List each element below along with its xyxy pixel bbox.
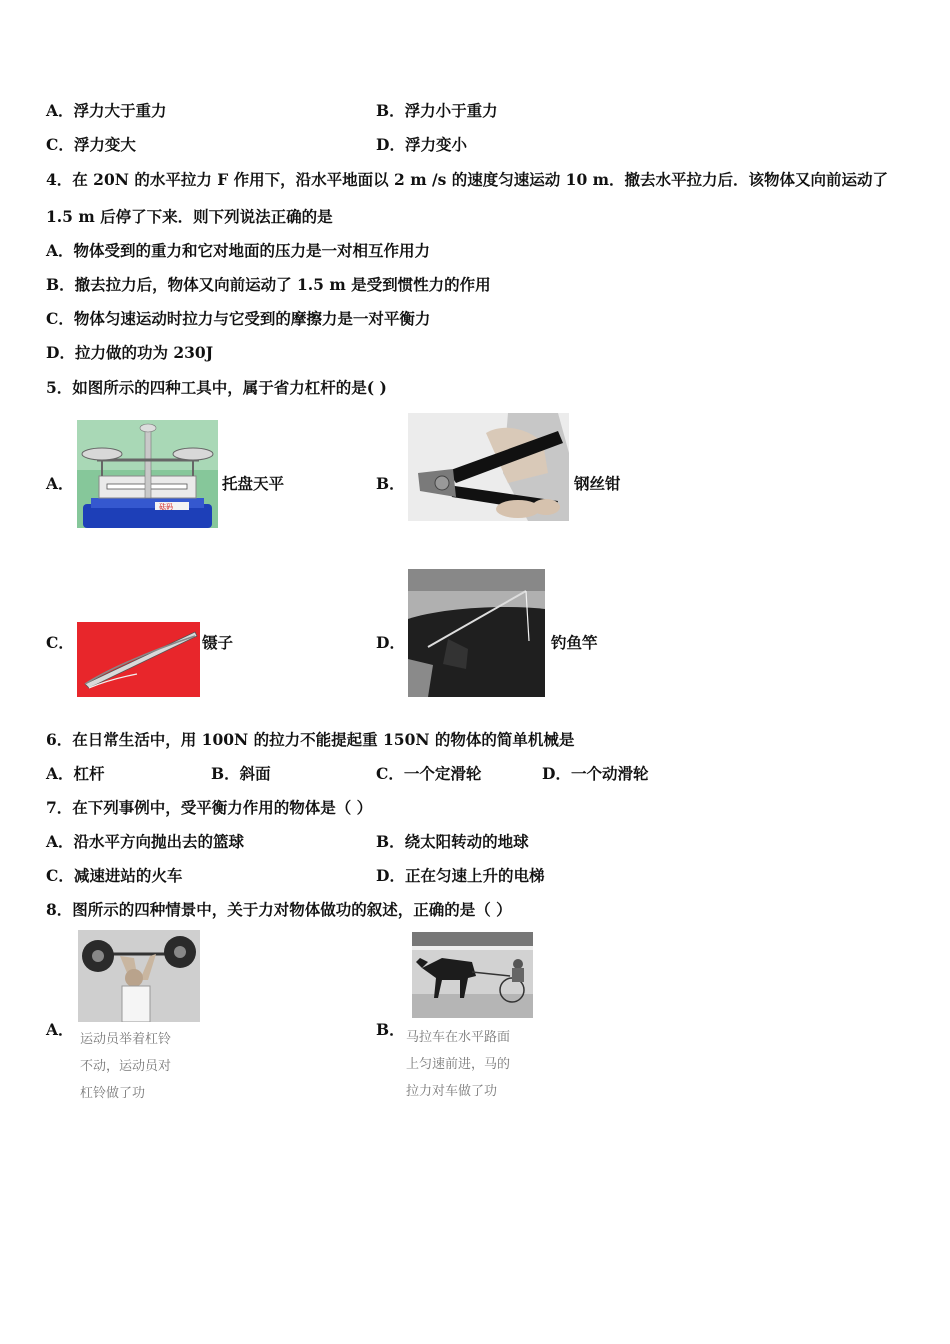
pliers-image [408,413,569,521]
q5-option-a-caption: 托盘天平 [222,474,285,493]
q8-option-a-caption-line2: 不动，运动员对 [80,1059,172,1074]
q5-option-b-caption: 钢丝钳 [574,474,621,493]
q8-option-a-caption-line3: 杠铃做了功 [80,1086,146,1101]
q8-option-a-caption-line1: 运动员举着杠铃 [80,1032,172,1047]
q5-option-a-letter: A． [46,474,74,493]
q6-option-d: D．一个动滑轮 [542,764,649,783]
q7-option-d: D．正在匀速上升的电梯 [376,866,545,885]
q3-option-d: D．浮力变小 [376,135,467,154]
balance-scale-image [77,420,218,528]
q4-option-d: D．拉力做的功为 230J [46,343,214,362]
q6-option-a: A．杠杆 [46,764,105,783]
q4-option-c: C．物体匀速运动时拉力与它受到的摩擦力是一对平衡力 [46,309,431,328]
balance-weight-label: 砝码 [159,503,173,511]
q8-option-b-caption-line3: 拉力对车做了功 [406,1084,498,1099]
q5-option-c-caption: 镊子 [202,633,234,652]
q6-option-c: C．一个定滑轮 [376,764,482,783]
q5-option-c-letter: C． [46,633,74,652]
q4-stem-line2: 1.5 m 后停了下来．则下列说法正确的是 [46,207,333,226]
q3-option-a: A．浮力大于重力 [46,101,167,120]
weightlifter-image [78,930,200,1022]
fishing-rod-image [408,569,545,697]
q8-option-b-caption-line1: 马拉车在水平路面 [406,1030,511,1045]
q5-stem: 5．如图所示的四种工具中，属于省力杠杆的是( ) [46,378,387,397]
q7-option-a: A．沿水平方向抛出去的篮球 [46,832,245,851]
q6-option-b: B．斜面 [211,764,271,783]
q7-option-c: C．减速进站的火车 [46,866,183,885]
q3-option-b: B．浮力小于重力 [376,101,498,120]
q5-option-d-letter: D． [376,633,405,652]
q5-option-d-caption: 钓鱼竿 [551,633,598,652]
q8-option-b-letter: B． [376,1020,405,1039]
q5-option-b-letter: B． [376,474,405,493]
q6-stem: 6．在日常生活中，用 100N 的拉力不能提起重 150N 的物体的简单机械是 [46,730,575,749]
q7-option-b: B．绕太阳转动的地球 [376,832,529,851]
q8-option-a-letter: A． [46,1020,74,1039]
horse-cart-image [412,932,533,1018]
q7-stem: 7．在下列事例中，受平衡力作用的物体是（ ） [46,798,373,817]
q8-option-b-caption-line2: 上匀速前进，马的 [406,1057,511,1072]
q8-stem: 8．图所示的四种情景中，关于力对物体做功的叙述，正确的是（ ） [46,900,512,919]
q4-option-a: A．物体受到的重力和它对地面的压力是一对相互作用力 [46,241,431,260]
tweezers-image [77,622,200,697]
q4-option-b: B．撤去拉力后，物体又向前运动了 1.5 m 是受到惯性力的作用 [46,275,491,294]
q3-option-c: C．浮力变大 [46,135,136,154]
q4-stem-line1: 4．在 20N 的水平拉力 F 作用下，沿水平地面以 2 m /s 的速度匀速运动 10 m．撤去水平拉力后．该物体又向前运动了 [46,170,889,189]
